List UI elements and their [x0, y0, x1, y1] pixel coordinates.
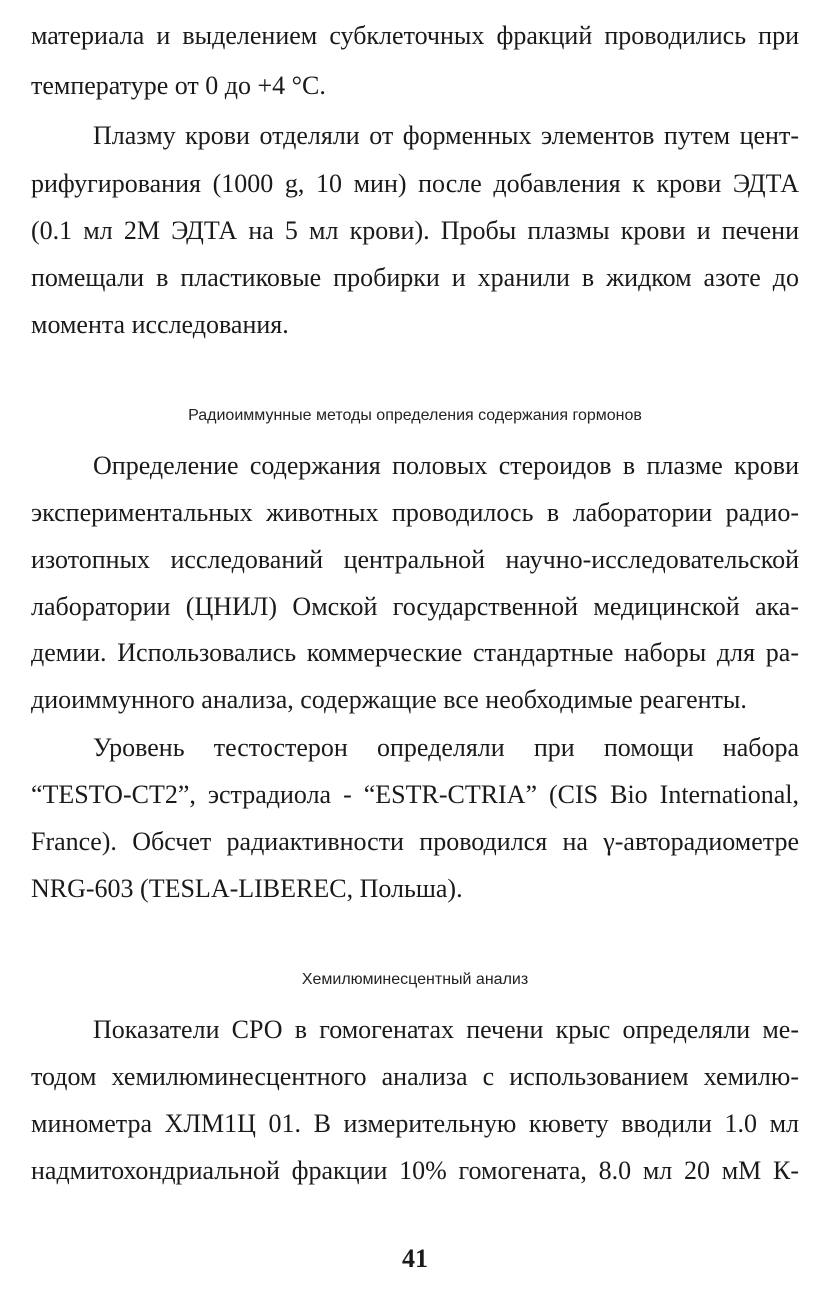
text-line: минометра ХЛМ1Ц 01. В измерительную кювету вводили 1.0 мл	[31, 1109, 799, 1138]
section-heading: Радиоиммунные методы определения содержания гормонов	[188, 407, 642, 424]
text-line: рифугирования (1000 g, 10 мин) после добавления к крови ЭДТА	[31, 169, 799, 198]
text-line: экспериментальных животных проводилось в лаборатории радио-	[31, 498, 799, 527]
text-line: лаборатории (ЦНИЛ) Омской государственной медицинской ака-	[31, 592, 799, 621]
text-line: температуре от 0 до +4 °С.	[31, 71, 326, 100]
text-line: материала и выделением субклеточных фракций проводились при	[31, 21, 799, 50]
document-page	[31, 0, 799, 1313]
text-line: тодом хемилюминесцентного анализа с использованием хемилю-	[31, 1062, 799, 1091]
section-heading: Хемилюминесцентный анализ	[301, 971, 529, 988]
text-line: Уровень тестостерон определяли при помощи набора	[93, 733, 799, 762]
text-line: надмитохондриальной фракции 10% гомогената, 8.0 мл 20 мМ К-	[31, 1156, 799, 1185]
text-line: Плазму крови отделяли от форменных элементов путем цент-	[93, 121, 799, 150]
text-line: France). Обсчет радиактивности проводился на γ-авторадиометре	[31, 827, 799, 856]
text-line: изотопных исследований центральной научно-исследовательской	[31, 545, 799, 574]
text-line: Определение содержания половых стероидов в плазме крови	[93, 451, 799, 480]
text-line: NRG-603 (TESLA-LIBEREC, Польша).	[31, 874, 463, 903]
text-line: “TESTO-CT2”, эстрадиола - “ESTR-CTRIA” (CIS Bio International,	[31, 780, 799, 809]
text-line: диоиммунного анализа, содержащие все необходимые реагенты.	[31, 685, 747, 714]
text-line: момента исследования.	[31, 310, 289, 339]
page-number: 41	[402, 1244, 428, 1273]
text-line: Показатели СРО в гомогенатах печени крыс определяли ме-	[93, 1015, 799, 1044]
text-line: (0.1 мл 2М ЭДТА на 5 мл крови). Пробы плазмы крови и печени	[31, 216, 799, 245]
text-line: помещали в пластиковые пробирки и хранили в жидком азоте до	[31, 263, 799, 292]
text-line: демии. Использовались коммерческие стандартные наборы для ра-	[31, 638, 799, 667]
